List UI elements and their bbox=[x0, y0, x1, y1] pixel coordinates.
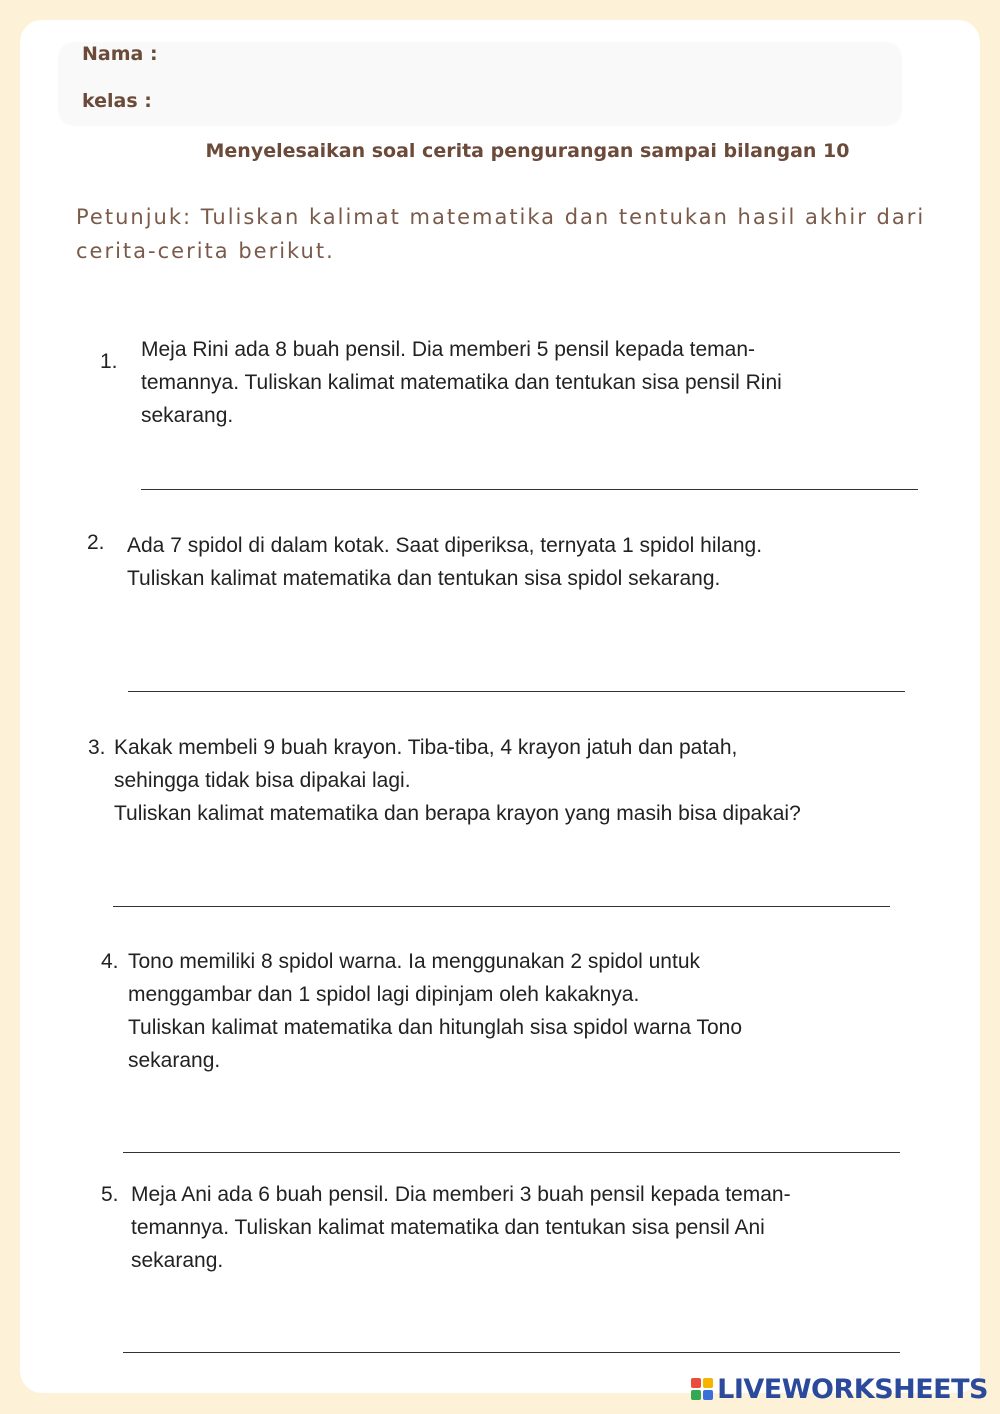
question-3-text: Kakak membeli 9 buah krayon. Tiba-tiba, 4 krayon jatuh dan patah, sehingga tidak bisa dipakai lagi. Tuliskan kalimat matematika dan berapa krayon yang masih bisa dipakai? bbox=[114, 736, 801, 825]
student-info-box bbox=[58, 42, 902, 126]
question-3-number: 3. bbox=[88, 736, 106, 759]
question-5-number: 5. bbox=[101, 1183, 119, 1206]
question-4-text: Tono memiliki 8 spidol warna. Ia menggunakan 2 spidol untuk menggambar dan 1 spidol lagi dipinjam oleh kakaknya. Tuliskan kalimat matematika dan hitunglah sisa spidol warna Tono sekarang. bbox=[128, 950, 742, 1072]
question-2-text: Ada 7 spidol di dalam kotak. Saat diperiksa, ternyata 1 spidol hilang. Tuliskan kalimat matematika dan tentukan sisa spidol sekarang. bbox=[127, 534, 763, 590]
instruction-text: Petunjuk: Tuliskan kalimat matematika dan tentukan hasil akhir dari cerita-cerita berikut. bbox=[76, 205, 926, 263]
answer-line-2[interactable] bbox=[128, 691, 905, 692]
answer-line-5[interactable] bbox=[123, 1352, 900, 1353]
question-2-number: 2. bbox=[87, 531, 105, 554]
class-label: kelas : bbox=[82, 90, 152, 112]
liveworksheets-logo-icon bbox=[691, 1378, 713, 1400]
answer-line-3[interactable] bbox=[113, 906, 890, 907]
answer-line-1[interactable] bbox=[141, 489, 918, 490]
answer-line-4[interactable] bbox=[123, 1152, 900, 1153]
question-4-number: 4. bbox=[101, 950, 119, 973]
worksheet-title: Menyelesaikan soal cerita pengurangan sampai bilangan 10 bbox=[205, 140, 850, 162]
question-1-text: Meja Rini ada 8 buah pensil. Dia memberi 5 pensil kepada teman- temannya. Tuliskan kalimat matematika dan tentukan sisa pensil Rini sekarang. bbox=[141, 338, 782, 427]
question-1-number: 1. bbox=[100, 350, 118, 373]
name-label: Nama : bbox=[82, 43, 158, 65]
question-5-text: Meja Ani ada 6 buah pensil. Dia memberi 3 buah pensil kepada teman- temannya. Tuliskan kalimat matematika dan tentukan sisa pensil Ani sekarang. bbox=[131, 1183, 791, 1272]
liveworksheets-branding bbox=[691, 1372, 988, 1406]
brand-name: LIVEWORKSHEETS bbox=[717, 1373, 988, 1405]
